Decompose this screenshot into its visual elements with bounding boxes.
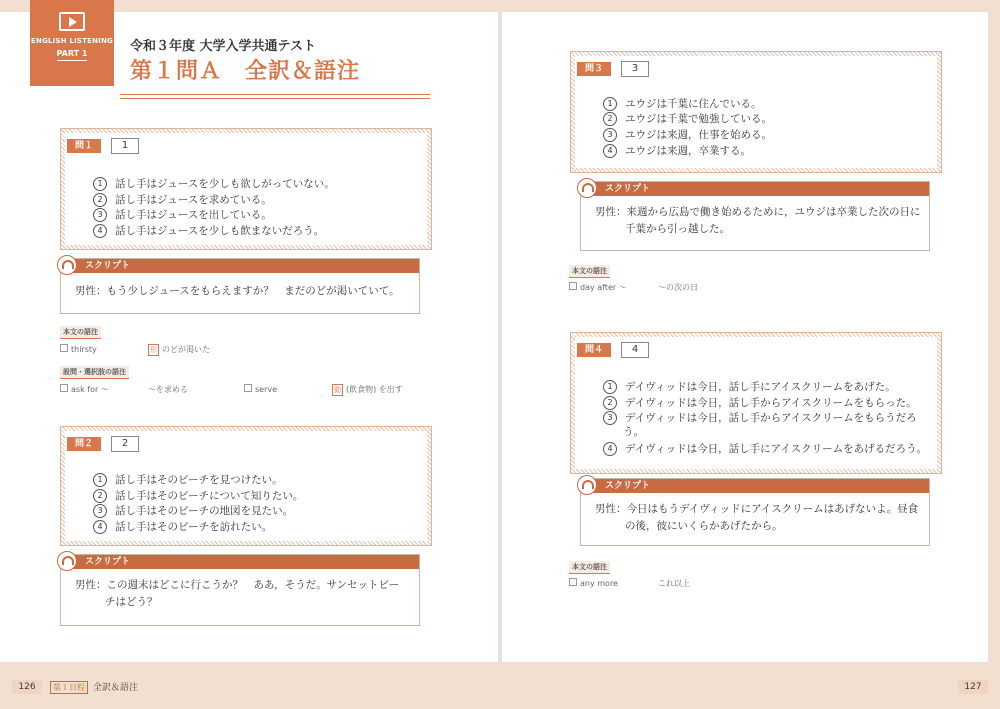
script-box-3	[580, 181, 930, 251]
q2-option-3: 3 話し手はそのビーチの地図を見たい。	[93, 504, 293, 518]
question-4-frame	[570, 332, 942, 474]
page-title: 第１問Ａ 全訳＆語注	[130, 59, 361, 84]
vocab-q1-en-1: thirsty	[60, 344, 97, 354]
script-label-2: スクリプト	[85, 557, 131, 567]
vocab-q1b-ja-2: 動 (飲食物) を出す	[334, 385, 403, 394]
script-label-4: スクリプト	[605, 481, 651, 491]
question-2-answer: 2	[111, 436, 139, 452]
question-2-frame	[60, 426, 432, 546]
vocab-q1b-en-2: serve	[244, 384, 277, 394]
q4-option-4: 4 デイヴィッドは今日，話し手にアイスクリームをあげるだろう。	[603, 442, 927, 456]
page-subtitle: 令和３年度 大学入学共通テスト	[130, 39, 317, 54]
headphones-icon	[577, 475, 597, 495]
script-text-3-line-2: 千葉から引っ越した。	[625, 223, 730, 235]
question-3-frame	[570, 51, 942, 173]
q4-option-3: 3 デイヴィッドは今日，話し手からアイスクリームをもらうだろ	[603, 411, 917, 425]
footer-day-tag: 第１日程	[50, 681, 88, 694]
vocab-q3-ja-1: ～の次の日	[658, 283, 698, 292]
q1-option-4: 4 話し手はジュースを少しも飲まないだろう。	[93, 224, 324, 238]
q4-option-3-cont: う。	[623, 426, 644, 438]
q2-option-4: 4 話し手はそのビーチを訪れたい。	[93, 520, 272, 534]
script-text-1-line-1: 男性：もう少しジュースをもらえますか？ まだのどが渇いていて。	[75, 285, 400, 297]
script-text-2-line-1: 男性：この週末はどこに行こうか？ ああ，そうだ。サンセットビー	[75, 579, 400, 591]
script-box-4	[580, 478, 930, 546]
left-page-number: 126	[12, 680, 42, 694]
vocab-q1-ja-1: 形 のどが渇いた	[150, 345, 210, 354]
question-4-tag: 問４	[577, 343, 611, 357]
vocab-head-q4: 本文の語注	[569, 561, 610, 574]
q1-option-1: 1 話し手はジュースを少しも欲しがっていない。	[93, 177, 335, 191]
q3-option-1: 1 ユウジは千葉に住んでいる。	[603, 97, 762, 111]
headphones-icon	[577, 178, 597, 198]
video-icon	[59, 12, 85, 31]
script-box-2	[60, 554, 420, 626]
question-1-frame	[60, 128, 432, 250]
q2-option-2: 2 話し手はそのビーチについて知りたい。	[93, 489, 303, 503]
footer-section: 第１日程 全訳＆語注	[50, 680, 138, 694]
script-text-3-line-1: 男性：来週から広島で働き始めるために，ユウジは卒業した次の日に	[595, 206, 921, 218]
script-label-3: スクリプト	[605, 184, 651, 194]
q4-option-1: 1 デイヴィッドは今日，話し手にアイスクリームをあげた。	[603, 380, 896, 394]
question-2-tag: 問２	[67, 437, 101, 451]
part-badge	[30, 0, 114, 86]
headphones-icon	[57, 551, 77, 571]
vocab-q1b-en-1: ask for ～	[60, 384, 109, 395]
script-text-2-line-2: チはどう？	[105, 596, 158, 608]
q1-option-2: 2 話し手はジュースを求めている。	[93, 193, 272, 207]
question-3-tag: 問３	[577, 62, 611, 76]
question-4-answer: 4	[621, 342, 649, 358]
question-1-tag: 問１	[67, 139, 101, 153]
right-page-number: 127	[958, 680, 988, 694]
q3-option-3: 3 ユウジは来週，仕事を始める。	[603, 128, 772, 142]
q4-option-2: 2 デイヴィッドは今日，話し手からアイスクリームをもらった。	[603, 396, 917, 410]
vocab-head-q3: 本文の語注	[569, 265, 610, 278]
badge-line2: PART 1	[57, 49, 88, 61]
title-rule	[120, 94, 430, 99]
vocab-q1b-ja-1: ～を求める	[148, 385, 188, 394]
vocab-q3-en-1: day after ～	[569, 282, 627, 293]
q2-option-1: 1 話し手はそのビーチを見つけたい。	[93, 473, 283, 487]
badge-line1: ENGLISH LISTENING	[31, 37, 113, 45]
vocab-head-q1-options: 設問・選択肢の語注	[60, 366, 129, 379]
question-1-answer: 1	[111, 138, 139, 154]
script-text-4-line-2: の後，彼にいくらかあげたから。	[625, 520, 783, 532]
vocab-q4-ja-1: これ以上	[658, 579, 690, 588]
headphones-icon	[57, 255, 77, 275]
question-3-answer: 3	[621, 61, 649, 77]
q1-option-3: 3 話し手はジュースを出している。	[93, 208, 272, 222]
script-text-4-line-1: 男性：今日はもうデイヴィッドにアイスクリームはあげないよ。昼食	[595, 503, 919, 515]
vocab-q4-en-1: any more	[569, 578, 618, 588]
q3-option-2: 2 ユウジは千葉で勉強している。	[603, 112, 772, 126]
script-label-1: スクリプト	[85, 261, 131, 271]
q3-option-4: 4 ユウジは来週，卒業する。	[603, 144, 751, 158]
vocab-head-q1: 本文の語注	[60, 326, 101, 339]
script-box-1	[60, 258, 420, 314]
